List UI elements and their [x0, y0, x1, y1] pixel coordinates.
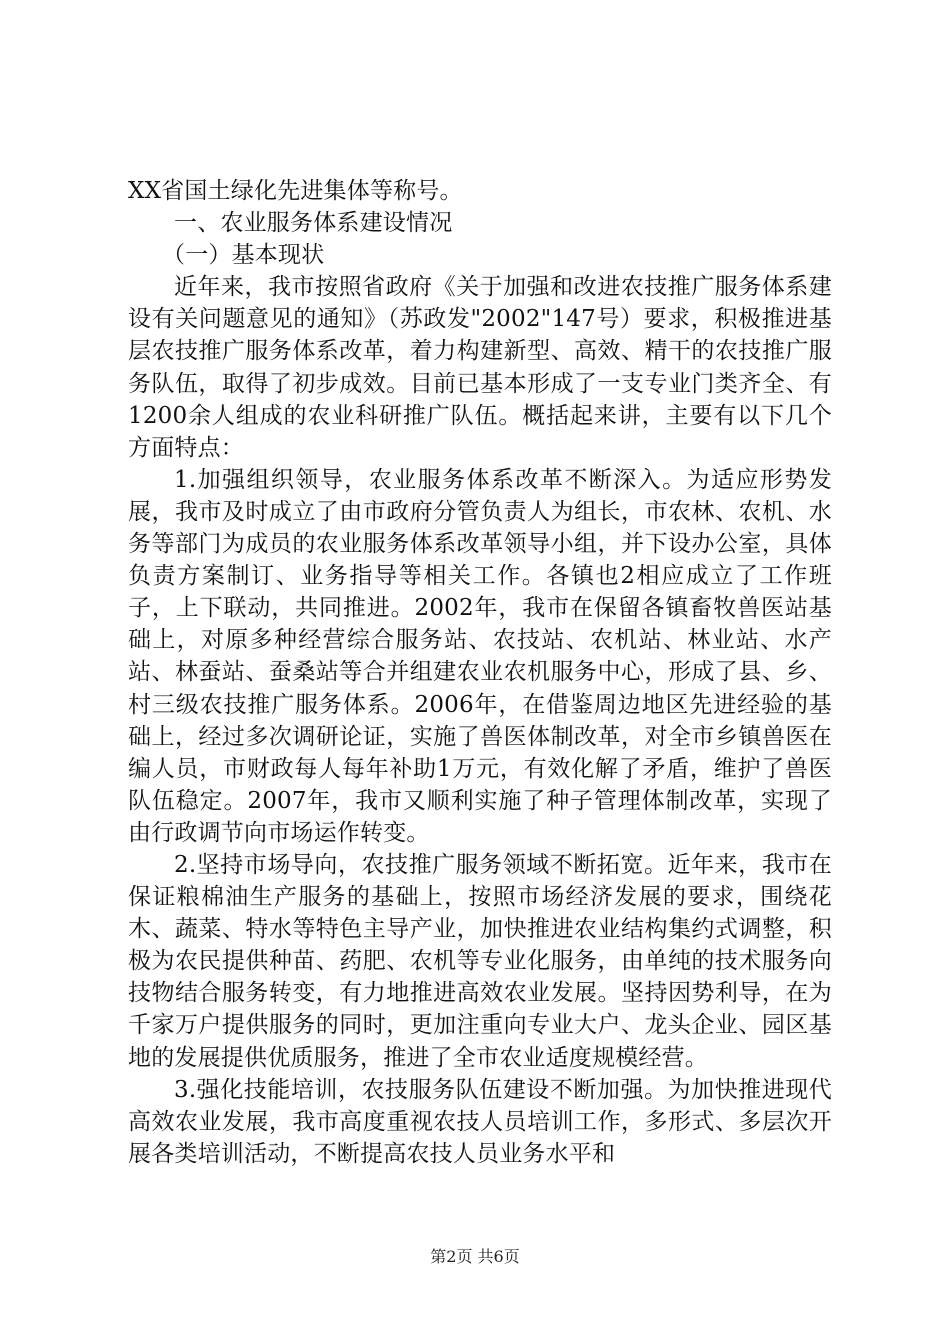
paragraph-point-3: 3.强化技能培训，农技服务队伍建设不断加强。为加快推进现代高效农业发展，我市高度重视农技人员培训工作，多形式、多层次开展各类培训活动，不断提高农技人员业务水平和 [128, 1076, 832, 1167]
paragraph-point-2: 2.坚持市场导向，农技推广服务领域不断拓宽。近年来，我市在保证粮棉油生产服务的基础上，按照市场经济发展的要求，围绕花木、蔬菜、特水等特色主导产业，加快推进农业结构集约式调整，积极为农民提供种苗、药肥、农机等专业化服务，由单纯的技术服务向技物结合服务转变，有力地推进高效农业发展。坚持因势利导，在为千家万户提供服务的同时，更加注重向专业大户、龙头企业、园区基地的发展提供优质服务，推进了全市农业适度规模经营。 [128, 851, 832, 1071]
subsection-heading: （一）基本现状 [162, 242, 325, 269]
paragraph-intro: 近年来，我市按照省政府《关于加强和改进农技推广服务体系建设有关问题意见的通知》（苏政发"2002"147号）要求，积极推进基层农技推广服务体系改革，着力构建新型、高效、精干的农技推广服务队伍，取得了初步成效。目前已基本形成了一支专业门类齐全、有1200余人组成的农业科研推广队伍。概括起来讲，主要有以下几个方面特点： [128, 274, 832, 461]
paragraph-honor: XX省国土绿化先进集体等称号。 [128, 178, 463, 204]
page-number-footer: 第2页 共6页 [430, 1247, 520, 1266]
paragraph-point-1: 1.加强组织领导，农业服务体系改革不断深入。为适应形势发展，我市及时成立了由市政府分管负责人为组长，市农林、农机、水务等部门为成员的农业服务体系改革领导小组，并下设办公室，具体负责方案制订、业务指导等相关工作。各镇也2相应成立了工作班子，上下联动，共同推进。2002年，我市在保留各镇畜牧兽医站基础上，对原多种经营综合服务站、农技站、农机站、林业站、水产站、林蚕站、蚕桑站等合并组建农业农机服务中心，形成了县、乡、村三级农技推广服务体系。2006年，在借鉴周边地区先进经验的基础上，经过多次调研论证，实施了兽医体制改革，对全市乡镇兽医在编人员，市财政每人每年补助1万元，有效化解了矛盾，维护了兽医队伍稳定。2007年，我市又顺利实施了种子管理体制改革，实现了由行政调节向市场运作转变。 [128, 466, 832, 846]
section-heading: 一、农业服务体系建设情况 [174, 210, 453, 237]
document-body [128, 175, 832, 1170]
